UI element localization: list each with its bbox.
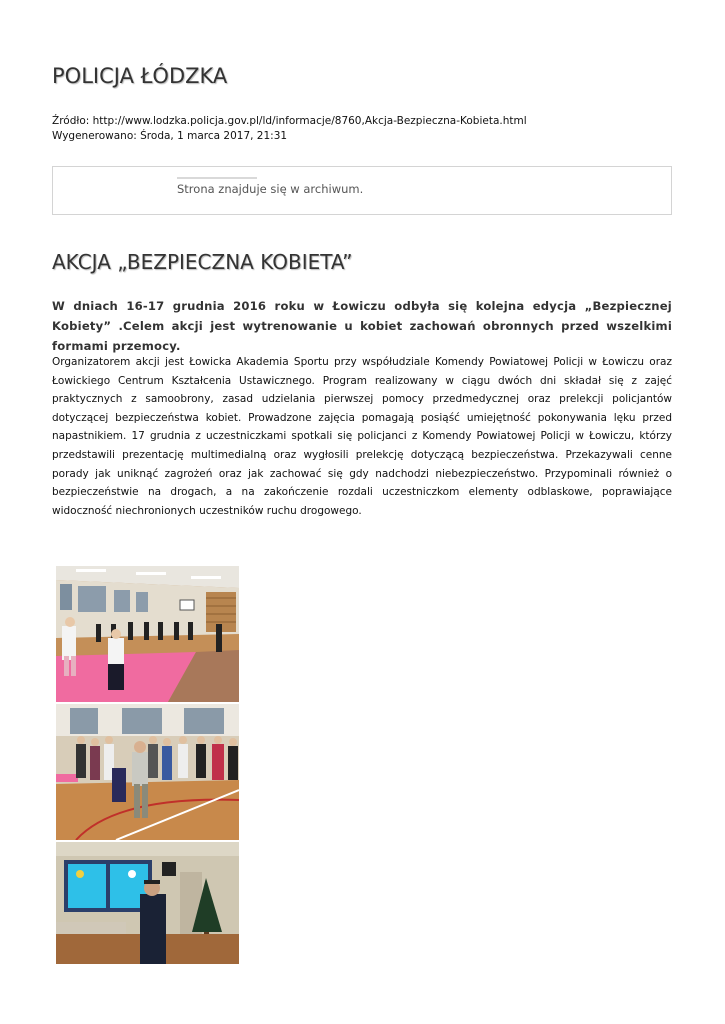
article-photo-1 [56, 566, 239, 702]
article-title: AKCJA „BEZPIECZNA KOBIETA” [52, 250, 353, 274]
article-photo-2 [56, 704, 239, 840]
archive-notice [52, 166, 672, 215]
article-photo-3 [56, 842, 239, 964]
generated-line: Wygenerowano: Środa, 1 marca 2017, 21:31 [52, 130, 288, 142]
article-lead: W dniach 16-17 grudnia 2016 roku w Łowiczu odbyła się kolejna edycja „Bezpiecznej Kobiety” .Celem akcji jest wytrenowanie u kobiet zachowań obronnych przed wszelkimi formami przemocy. [52, 299, 672, 353]
article-body: Organizatorem akcji jest Łowicka Akademia Sportu przy współudziale Komendy Powiatowej Policji w Łowiczu oraz Łowickiego Centrum Kształcenia Ustawicznego. Program realizowany w ciągu dwóch dni składał się z zajęć praktycznych z samoobrony, zasad udzielania pierwszej pomocy przedmedycznej oraz prelekcji policjantów dotyczącej bezpieczeństwa kobiet. Prowadzone zajęcia pomagają posiąść umiejętność pokonywania lęku przed napastnikiem. 17 grudnia z uczestniczkami spotkali się policjanci z Komendy Powiatowej Policji w Łowiczu, którzy przedstawili prezentację multimedialną oraz wygłosili prelekcję dotyczącą bezpieczeństwa. Przekazywali cenne porady jak uniknąć zagrożeń oraz jak zachować się gdy nadchodzi niebezpieczeństwo. Przypominali również o bezpieczeństwie na drogach, a na zakończenie rozdali uczestniczkom elementy odblaskowe, poprawiające widoczność niechronionych uczestników ruchu drogowego. [52, 356, 672, 517]
archive-notice-text: Strona znajduje się w archiwum. [177, 182, 364, 196]
archive-divider [177, 177, 257, 179]
site-title: POLICJA ŁÓDZKA [52, 64, 228, 88]
source-line: Źródło: http://www.lodzka.policja.gov.pl/ld/informacje/8760,Akcja-Bezpieczna-Kobieta.html [52, 115, 527, 127]
document-meta [52, 114, 527, 144]
